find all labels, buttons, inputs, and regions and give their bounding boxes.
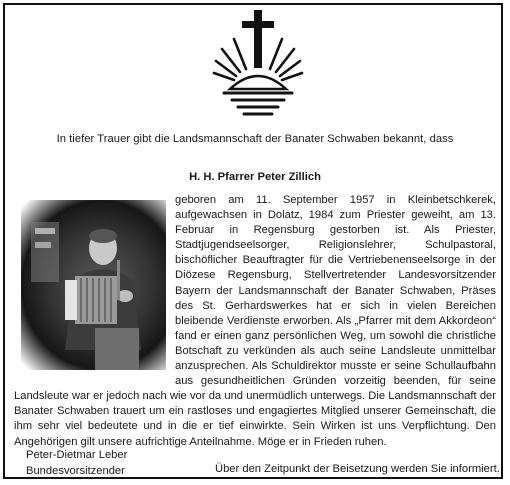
signature-name: Peter-Dietmar Leber xyxy=(26,449,128,461)
funeral-info-note: Über den Zeitpunkt der Beisetzung werden Sie informiert. xyxy=(215,463,500,475)
announcement-intro: In tiefer Trauer gibt die Landsmannschaft der Banater Schwaben bekannt, dass xyxy=(56,133,454,145)
biography-text: geboren am 11. September 1957 in Kleinbetschkerek, aufgewachsen in Dolatz, 1984 zum Priester geweiht, am 13. Februar in Regensburg gestorben ist. Als Priester, Stadtjugendseelsorger, Religionslehrer, Schulpastoral, bischöflicher Beauftragter für die Vertriebenenseelsorge in der Diözese Regensburg, Stellvertretender Landesvorsitzender Bayern der Landsmannschaft der Banater Schwaben, Präses des St. Gerhardswerkes hat er sich in vielen Bereichen bleibende Verdienste erworben. Als „Pfarrer mit dem Akkordeon“ fand er einen ganz persönlichen Weg, um sowohl die christliche Botschaft zu verkünden als auch seine Landsleute unmittelbar anzusprechen. Als Schuldirektor musste er seine Schullaufbahn aus gesundheitlichen Gründen vorzeitig beenden, für seine Landsleute war er jedoch nach wie vor da und unermüdlich unterwegs. Die Landsmannschaft der Banater Schwaben trauert um ein rastloses und engagiertes Mitglied unserer Gemeinschaft, die ihm sehr viel bedeutete und in die er tief einwirkte. Sein Wirken ist uns Verpflichtung. Den Angehörigen gilt unsere aufrichtige Anteilnahme. Möge er in Frieden ruhen. xyxy=(14,194,496,448)
photo-spacer xyxy=(14,193,175,377)
signature-title: Bundesvorsitzender xyxy=(26,465,125,477)
signature-block xyxy=(26,447,127,479)
obituary-card xyxy=(3,3,503,479)
deceased-name: H. H. Pfarrer Peter Zillich xyxy=(189,171,321,183)
cross-sunrise-emblem-icon xyxy=(212,9,308,119)
